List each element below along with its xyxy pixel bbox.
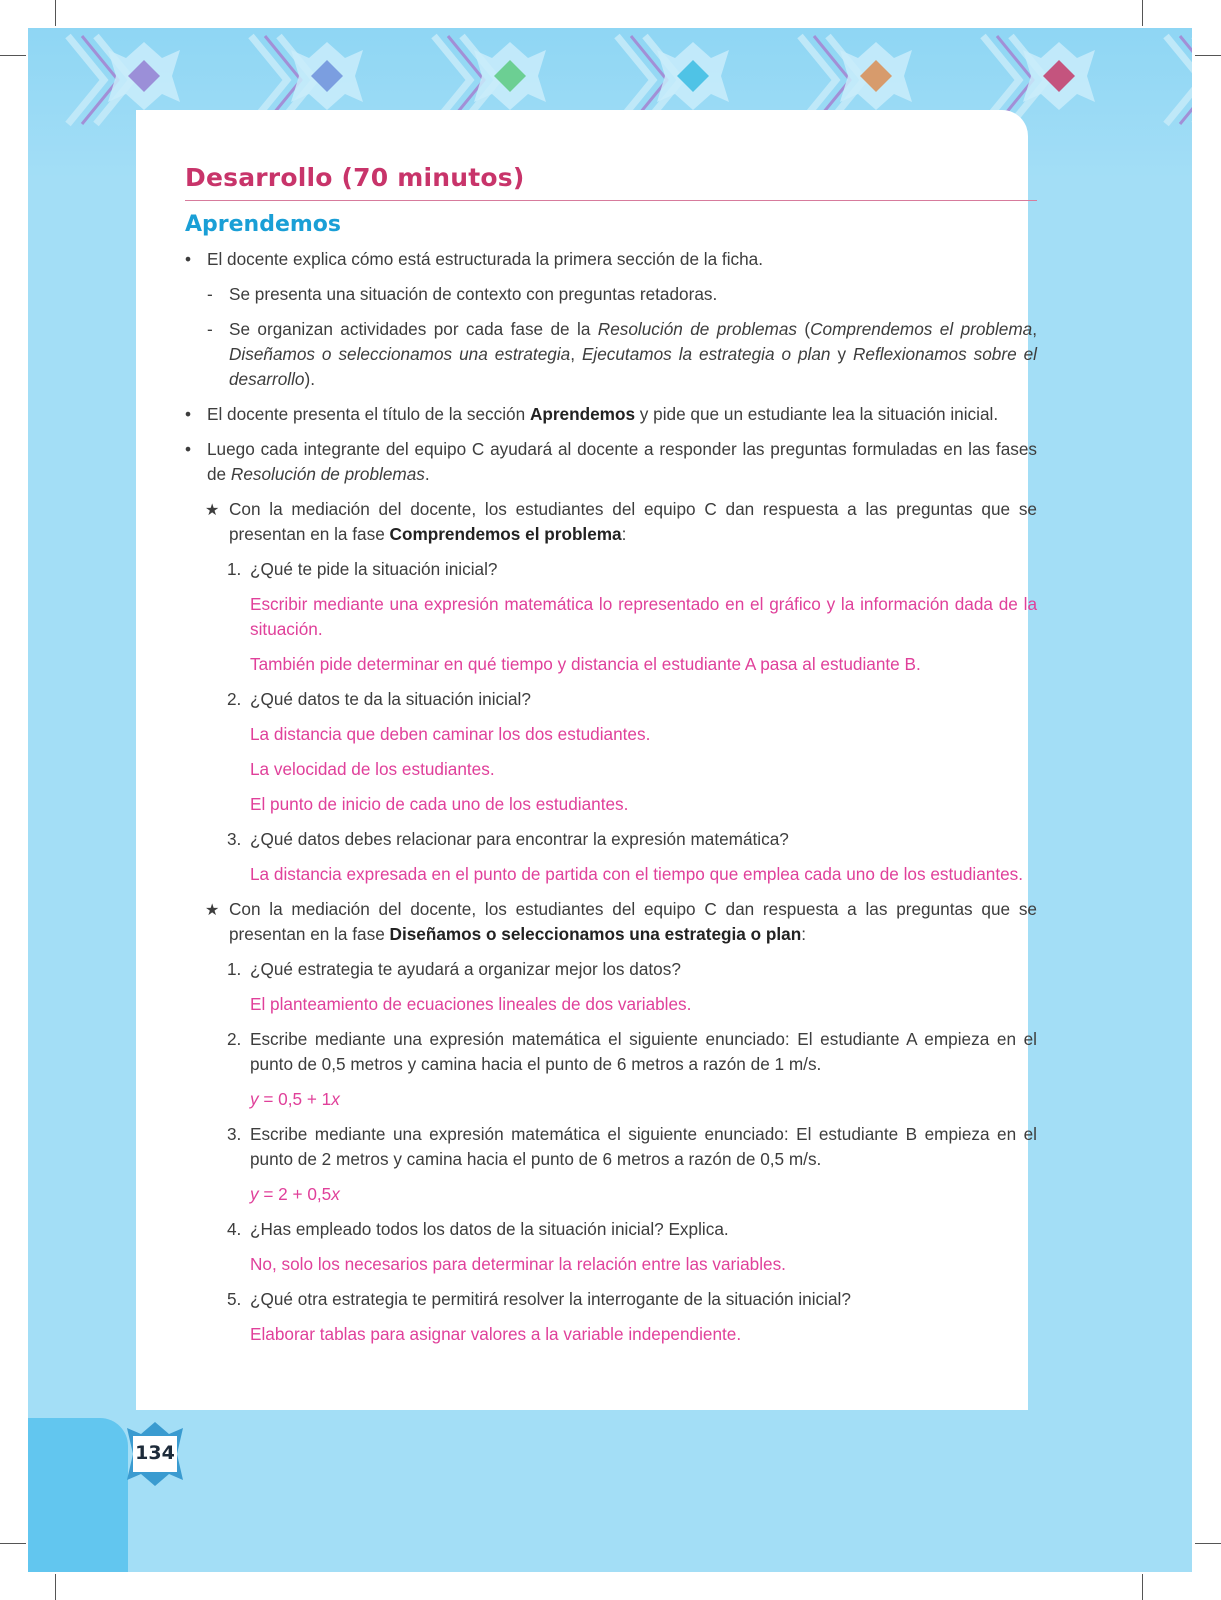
bullet-text: . (424, 464, 430, 484)
answer-text: La distancia expresada en el punto de partida con el tiempo que emplea cada uno de los estudiantes. (250, 864, 1024, 884)
answer-text: La distancia que deben caminar los dos estudiantes. (250, 724, 651, 744)
bullet-text: y pide que un estudiante lea la situación inicial. (635, 404, 999, 424)
page-title: Desarrollo (70 minutos) (185, 163, 525, 192)
star-text: Con la mediación del docente, los estudiantes del equipo C dan respuesta a las preguntas que se presentan en la fase (229, 899, 1037, 944)
equation-variable: x (331, 1184, 340, 1204)
question-number: 1. (227, 559, 242, 579)
dash-text: ). (304, 369, 315, 389)
bullet-text: El docente explica cómo está estructurada la primera sección de la ficha. (207, 249, 764, 269)
equation-variable: y (250, 1089, 259, 1109)
italic-term: Resolución de problemas (230, 464, 425, 484)
bullet-marker: • (185, 249, 192, 269)
answer-text: No, solo los necesarios para determinar la relación entre las variables. (250, 1254, 786, 1274)
question-text: Escribe mediante una expresión matemática el siguiente enunciado: El estudiante B empieza en el punto de 2 metros y camina hacia el punto de 6 metros a razón de 0,5 m/s. (250, 1124, 1037, 1169)
bold-term: Aprendemos (529, 404, 636, 424)
bullet-item (185, 247, 1037, 272)
italic-term: Comprendemos el problema (810, 319, 1033, 339)
dash-text: Se organizan actividades por cada fase de la (229, 319, 598, 339)
crop-mark (0, 1543, 26, 1544)
star-item (185, 497, 1037, 547)
question-item (185, 957, 1037, 982)
question-item (185, 557, 1037, 582)
italic-term: Reflexionamos sobre el desarrollo (229, 344, 1037, 389)
crop-mark (1142, 1574, 1143, 1600)
equation-text: = 2 + 0,5 (258, 1184, 332, 1204)
bullet-text: El docente presenta el título de la sección (207, 404, 530, 424)
answer-equation (185, 1087, 1037, 1112)
answer-text: El punto de inicio de cada uno de los estudiantes. (250, 794, 629, 814)
answer-text: También pide determinar en qué tiempo y distancia el estudiante A pasa al estudiante B. (250, 654, 921, 674)
question-text: ¿Qué te pide la situación inicial? (250, 559, 498, 579)
question-number: 3. (227, 1124, 242, 1144)
italic-term: Ejecutamos la estrategia o plan (581, 344, 831, 364)
question-text: ¿Qué estrategia te ayudará a organizar mejor los datos? (250, 959, 681, 979)
dash-item (185, 282, 1037, 307)
crop-mark (0, 55, 26, 56)
question-item (185, 1027, 1037, 1077)
equation-variable: y (250, 1184, 259, 1204)
dash-text: , (1032, 319, 1038, 339)
question-number: 5. (227, 1289, 242, 1309)
star-text: : (801, 924, 806, 944)
bullet-marker: • (185, 439, 192, 459)
answer-text: La velocidad de los estudiantes. (250, 759, 495, 779)
star-text: : (621, 524, 627, 544)
question-number: 4. (227, 1219, 242, 1239)
star-icon: ★ (205, 500, 220, 519)
question-text: ¿Qué datos debes relacionar para encontrar la expresión matemática? (250, 829, 789, 849)
star-text: Con la mediación del docente, los estudiantes del equipo C dan respuesta a las preguntas que se presentan en la fase (229, 499, 1037, 544)
equation-text: = 0,5 + 1 (258, 1089, 332, 1109)
star-item (185, 897, 1037, 947)
question-text: ¿Has empleado todos los datos de la situación inicial? Explica. (250, 1219, 729, 1239)
bullet-marker: • (185, 404, 192, 424)
italic-term: Resolución de problemas (597, 319, 797, 339)
answer-text: El planteamiento de ecuaciones lineales de dos variables. (250, 994, 692, 1014)
question-number: 2. (227, 689, 242, 709)
dash-text: y (830, 344, 853, 364)
bullet-text: Luego cada integrante del equipo C ayudará al docente a responder las preguntas formuladas en las fases de (207, 439, 1037, 484)
section-subtitle: Aprendemos (185, 212, 342, 237)
bold-term: Comprendemos el problema (389, 524, 622, 544)
question-item (185, 827, 1037, 852)
dash-marker: - (207, 284, 213, 304)
question-number: 3. (227, 829, 242, 849)
question-item (185, 1122, 1037, 1172)
crop-mark (1142, 0, 1143, 26)
question-number: 1. (227, 959, 242, 979)
question-item (185, 687, 1037, 712)
crop-mark (1195, 1543, 1221, 1544)
italic-term: Diseñamos o seleccionamos una estrategia (229, 344, 571, 364)
question-item (185, 1287, 1037, 1312)
answer-text: Escribir mediante una expresión matemática lo representado en el gráfico y la información dada de la situación. (250, 594, 1037, 639)
bold-term: Diseñamos o seleccionamos una estrategia o plan (389, 924, 802, 944)
bullet-item (185, 402, 1037, 427)
question-text: Escribe mediante una expresión matemática el siguiente enunciado: El estudiante A empieza en el punto de 0,5 metros y camina hacia el punto de 6 metros a razón de 1 m/s. (250, 1029, 1037, 1074)
bullet-item (185, 437, 1037, 487)
crop-mark (1195, 55, 1221, 56)
answer-equation (185, 1182, 1037, 1207)
star-icon: ★ (205, 900, 220, 919)
title-divider (185, 200, 1037, 201)
dash-item (185, 317, 1037, 392)
question-item (185, 1217, 1037, 1242)
crop-mark (55, 1574, 56, 1600)
left-strip (28, 1418, 128, 1572)
dash-marker: - (207, 319, 213, 339)
answer-text: Elaborar tablas para asignar valores a la variable independiente. (250, 1324, 742, 1344)
page-content (185, 162, 1037, 1357)
question-number: 2. (227, 1029, 242, 1049)
page-number: 134 (135, 1442, 175, 1464)
dash-text: , (570, 344, 582, 364)
dash-text: Se presenta una situación de contexto con preguntas retadoras. (229, 284, 718, 304)
question-text: ¿Qué datos te da la situación inicial? (250, 689, 531, 709)
equation-variable: x (331, 1089, 340, 1109)
crop-mark (55, 0, 56, 26)
question-text: ¿Qué otra estrategia te permitirá resolver la interrogante de la situación inicial? (250, 1289, 851, 1309)
dash-text: ( (797, 319, 811, 339)
